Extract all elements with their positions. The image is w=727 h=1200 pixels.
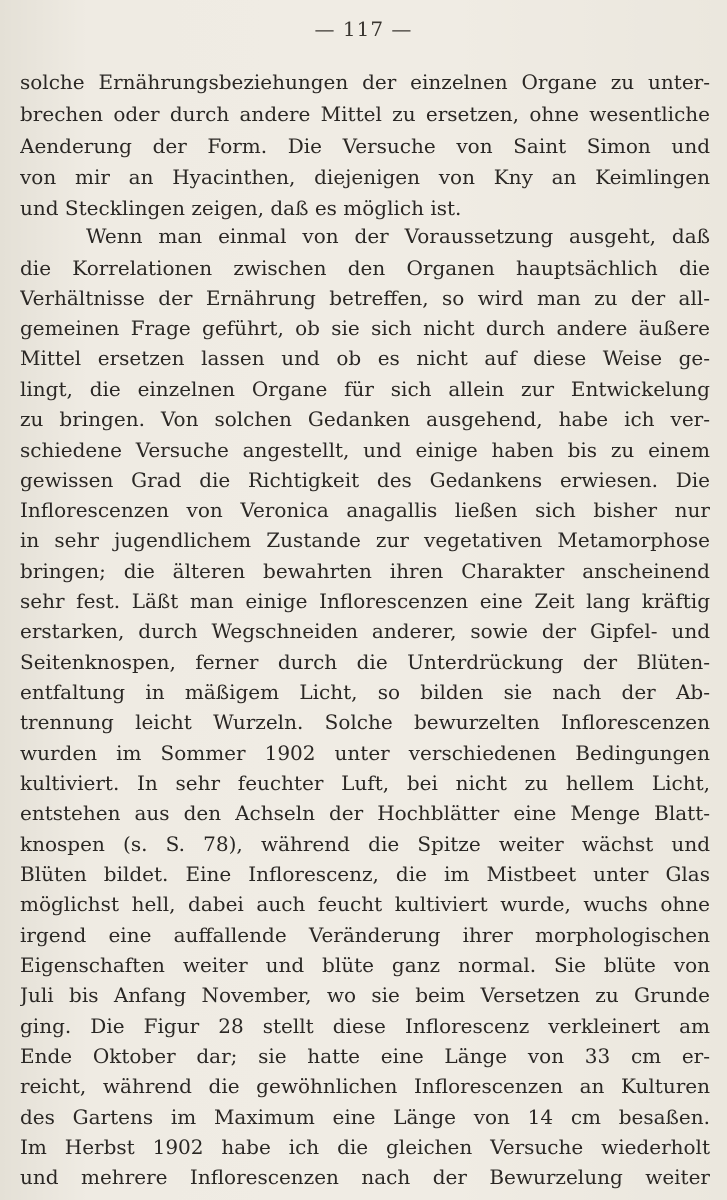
text-line: Mittel ersetzen lassen und ob es nicht auf diese Weise ge- — [20, 346, 710, 370]
text-line: Verhältnisse der Ernährung betreffen, so wird man zu der all- — [20, 286, 710, 310]
text-line: sehr fest. Läßt man einige Inflorescenzen eine Zeit lang kräftig — [20, 589, 710, 613]
text-line: Seitenknospen, ferner durch die Unterdrückung der Blüten- — [20, 650, 710, 674]
text-line: Im Herbst 1902 habe ich die gleichen Versuche wiederholt — [20, 1135, 710, 1159]
text-line: und mehrere Inflorescenzen nach der Bewurzelung weiter — [20, 1165, 710, 1189]
text-line: entstehen aus den Achseln der Hochblätter eine Menge Blatt- — [20, 801, 710, 825]
paragraph-first-line: Wenn man einmal von der Voraussetzung ausgeht, daß — [86, 224, 710, 248]
text-line: Inflorescenzen von Veronica anagallis ließen sich bisher nur — [20, 498, 710, 522]
text-line: Ende Oktober dar; sie hatte eine Länge von 33 cm er- — [20, 1044, 710, 1068]
text-line: von mir an Hyacinthen, diejenigen von Kny an Keimlingen — [20, 165, 710, 189]
text-line: schiedene Versuche angestellt, und einige haben bis zu einem — [20, 438, 710, 462]
text-line: entfaltung in mäßigem Licht, so bilden sie nach der Ab- — [20, 680, 710, 704]
page-number-header: — 117 — — [314, 17, 413, 41]
text-line: in sehr jugendlichem Zustande zur vegetativen Metamorphose — [20, 528, 710, 552]
text-line: kultiviert. In sehr feuchter Luft, bei nicht zu hellem Licht, — [20, 771, 710, 795]
text-line: und Stecklingen zeigen, daß es möglich ist. — [20, 196, 462, 220]
text-line: ging. Die Figur 28 stellt diese Inflorescenz verkleinert am — [20, 1014, 710, 1038]
text-line: gewissen Grad die Richtigkeit des Gedankens erwiesen. Die — [20, 468, 710, 492]
text-line: knospen (s. S. 78), während die Spitze weiter wächst und — [20, 832, 710, 856]
text-line: zu bringen. Von solchen Gedanken ausgehend, habe ich ver- — [20, 407, 710, 431]
text-line: Blüten bildet. Eine Inflorescenz, die im Mistbeet unter Glas — [20, 862, 710, 886]
text-line: Eigenschaften weiter und blüte ganz normal. Sie blüte von — [20, 953, 710, 977]
text-line: möglichst hell, dabei auch feucht kultiviert wurde, wuchs ohne — [20, 892, 710, 916]
text-line: brechen oder durch andere Mittel zu ersetzen, ohne wesentliche — [20, 102, 710, 126]
text-line: Juli bis Anfang November, wo sie beim Versetzen zu Grunde — [20, 983, 710, 1007]
text-line: wurden im Sommer 1902 unter verschiedenen Bedingungen — [20, 741, 710, 765]
text-line: gemeinen Frage geführt, ob sie sich nicht durch andere äußere — [20, 316, 710, 340]
text-line: irgend eine auffallende Veränderung ihrer morphologischen — [20, 923, 710, 947]
text-line: bringen; die älteren bewahrten ihren Charakter anscheinend — [20, 559, 710, 583]
text-line: des Gartens im Maximum eine Länge von 14 cm besaßen. — [20, 1105, 710, 1129]
text-line: solche Ernährungsbeziehungen der einzelnen Organe zu unter- — [20, 70, 710, 94]
text-line: lingt, die einzelnen Organe für sich allein zur Entwickelung — [20, 377, 710, 401]
text-line: Aenderung der Form. Die Versuche von Saint Simon und — [20, 134, 710, 158]
text-line: trennung leicht Wurzeln. Solche bewurzelten Inflorescenzen — [20, 710, 710, 734]
text-line: erstarken, durch Wegschneiden anderer, sowie der Gipfel- und — [20, 619, 710, 643]
text-line: reicht, während die gewöhnlichen Inflorescenzen an Kulturen — [20, 1074, 710, 1098]
text-line: die Korrelationen zwischen den Organen hauptsächlich die — [20, 256, 710, 280]
